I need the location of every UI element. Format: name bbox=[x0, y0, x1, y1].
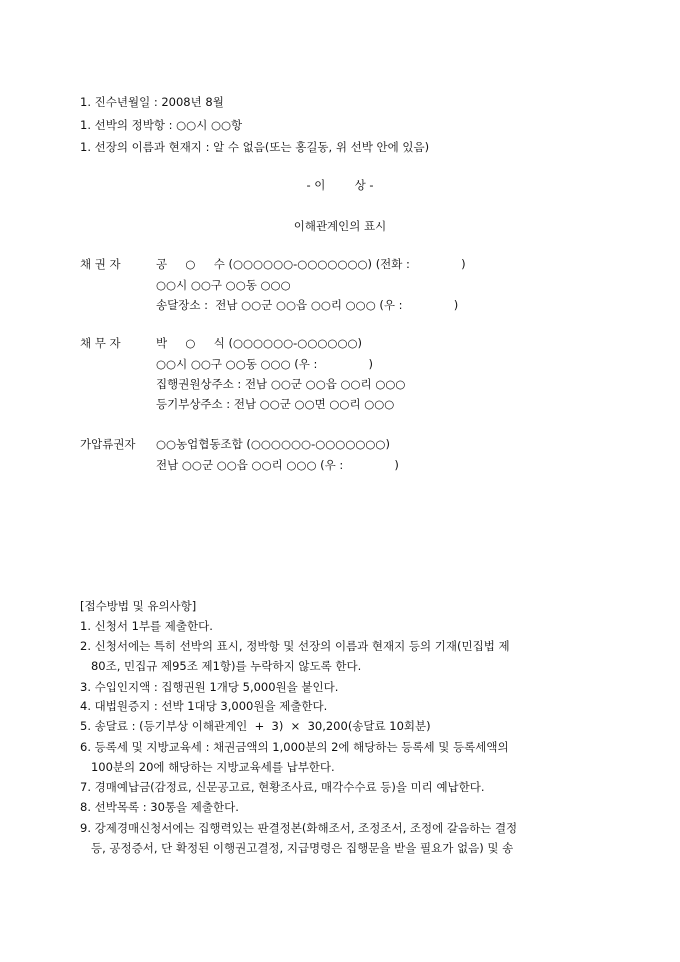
notes-line: 100분의 20에 해당하는 지방교육세를 납부한다. bbox=[80, 760, 335, 774]
notes-line: 7. 경매예납금(감정료, 신문공고료, 현황조사료, 매각수수료 등)을 미리 예납한다. bbox=[80, 780, 485, 794]
notes-line: 5. 송달료 : (등기부상 이해관계인 + 3) × 30,200(송달료 10회분) bbox=[80, 719, 431, 733]
provisional-creditor-label: 가압류권자 bbox=[80, 437, 136, 451]
creditor-label: 채 권 자 bbox=[80, 257, 121, 271]
notes-line: 6. 등록세 및 지방교육세 : 채권금액의 1,000분의 2에 해당하는 등록세 및 등록세액의 bbox=[80, 740, 509, 754]
notes-line: 8. 선박목록 : 30통을 제출한다. bbox=[80, 800, 239, 814]
provisional-creditor-address: 전남 ○○군 ○○읍 ○○리 ○○○ (우 : ) bbox=[156, 458, 399, 472]
launch-date-item: 1. 진수년월일 : 2008년 8월 bbox=[80, 95, 224, 109]
captain-item: 1. 선장의 이름과 현재지 : 알 수 없음(또는 홍길동, 위 선박 안에 있음) bbox=[80, 140, 430, 154]
debtor-label: 채 무 자 bbox=[80, 336, 121, 350]
creditor-service-address: 송달장소 : 전남 ○○군 ○○읍 ○○리 ○○○ (우 : ) bbox=[156, 298, 459, 312]
debtor-address: ○○시 ○○구 ○○동 ○○○ (우 : ) bbox=[156, 357, 374, 371]
notes-line: 등, 공정증서, 단 확정된 이행권고결정, 지급명령은 집행문을 받을 필요가 없음) 및 송 bbox=[80, 841, 514, 855]
port-item: 1. 선박의 정박항 : ○○시 ○○항 bbox=[80, 118, 243, 132]
debtor-registry-address: 등기부상주소 : 전남 ○○군 ○○면 ○○리 ○○○ bbox=[156, 397, 395, 411]
provisional-creditor-name-line: ○○농업협동조합 (○○○○○○-○○○○○○○) bbox=[156, 437, 390, 451]
notes-line: 1. 신청서 1부를 제출한다. bbox=[80, 619, 213, 633]
creditor-name-line: 공 ○ 수 (○○○○○○-○○○○○○○) (전화 : ) bbox=[156, 257, 466, 271]
notes-line: 4. 대법원증지 : 선박 1대당 3,000원을 제출한다. bbox=[80, 699, 328, 713]
debtor-enforcement-address: 집행권원상주소 : 전남 ○○군 ○○읍 ○○리 ○○○ bbox=[156, 377, 406, 391]
notes-line: 80조, 민집규 제95조 제1항)를 누락하지 않도록 한다. bbox=[80, 659, 362, 673]
creditor-address: ○○시 ○○구 ○○동 ○○○ bbox=[156, 278, 291, 292]
notes-line: 9. 강제경매신청서에는 집행력있는 판결정본(화해조서, 조정조서, 조정에 갈음하는 결정 bbox=[80, 821, 518, 835]
notes-title: [접수방법 및 유의사항] bbox=[80, 599, 197, 613]
debtor-name-line: 박 ○ 식 (○○○○○○-○○○○○○) bbox=[156, 336, 362, 350]
notes-line: 2. 신청서에는 특히 선박의 표시, 정박항 및 선장의 이름과 현재지 등의 기재(민집법 제 bbox=[80, 639, 510, 653]
section-divider: - 이 상 - bbox=[306, 178, 374, 192]
parties-title: 이해관계인의 표시 bbox=[293, 219, 387, 233]
notes-line: 3. 수입인지액 : 집행권원 1개당 5,000원을 붙인다. bbox=[80, 680, 339, 694]
